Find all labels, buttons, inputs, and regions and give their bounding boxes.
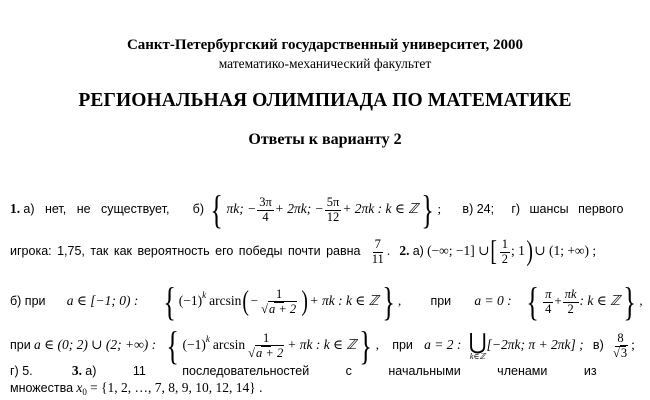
olympiad-title: РЕГИОНАЛЬНАЯ ОЛИМПИАДА ПО МАТЕМАТИКЕ xyxy=(78,90,572,111)
answer-line-1: 1. а) нет, не существует, б) { πk; − $\frac{3\pi}{4}$ + 2πk; − $\frac{5\pi}{12}$ + 2πk : k ∈ ℤ} ; в) 24; г) шансы первого xyxy=(10,187,624,232)
big-union-icon xyxy=(469,331,487,361)
fraction-denominator: 2 xyxy=(567,301,574,316)
fraction-denominator: 4 xyxy=(545,301,552,316)
fraction-numerator: 7 xyxy=(374,237,381,252)
problem-1a-answer: а) нет, не существует, xyxy=(23,201,170,216)
problem-2f-answer: г) 5. xyxy=(10,364,33,378)
fraction-numerator: π xyxy=(545,287,552,302)
exponent: k xyxy=(205,333,210,344)
fraction-pi-4 xyxy=(543,288,553,315)
fraction-denominator: 11 xyxy=(371,251,384,266)
fraction-denominator: √3 xyxy=(612,345,628,360)
left-brace-icon: { xyxy=(166,323,180,368)
right-brace-icon: } xyxy=(623,279,637,324)
problem-3a-continuation: множества xyxy=(10,381,74,395)
exponent: k xyxy=(202,289,207,300)
problem-2b-set-2-tail: : k ∈ ℤ xyxy=(579,292,621,308)
problem-2b-set-1-tail: + πk : k ∈ ℤ xyxy=(309,292,379,308)
answer-line-4: при a ∈ (0; 2) ∪ (2; +∞) : { $(-1)^k$ arcsin $\frac{1}{√a + 2}$ + πk : k ∈ ℤ} , при a = 2 : ⋃ k∈ℤ [−2πk; π + 2πk] ; в) $\frac{8}{√3}$ ; xyxy=(10,323,635,368)
problem-2d-set: [−2πk; π + 2πk] ; xyxy=(486,336,584,352)
union-index: k∈ℤ xyxy=(469,352,486,361)
problem-2d-condition: a = 2 : xyxy=(424,336,462,352)
problem-2b-condition-1: a ∈ [−1; 0) : xyxy=(66,292,139,308)
problem-2b-when: при xyxy=(430,293,452,308)
sqrt-radicand: a + 2 xyxy=(256,345,284,360)
fraction-1-sqrt xyxy=(246,332,286,359)
fraction-5pi-12 xyxy=(325,196,342,223)
problem-1c-answer: в) 24; xyxy=(462,201,495,216)
fraction-numerator: 1 xyxy=(275,287,283,302)
answer-line-3: б) при a ∈ [−1; 0) : { $(-1)^k$ arcsin(− $\frac{1}{√a + 2}$ )+ πk : k ∈ ℤ} , при a = 0 : { $\frac{\pi}{4}$ + $\frac{\pi k}{2}$ : k ∈ ℤ} , xyxy=(10,279,643,324)
faculty-name: математико-механический факультет xyxy=(218,56,432,71)
fraction-denominator: 4 xyxy=(262,209,269,224)
answer-line-5 xyxy=(10,364,597,378)
answer-line-6 xyxy=(10,381,263,397)
problem-3a-set: = {1, 2, …, 7, 8, 9, 10, 12, 14} . xyxy=(90,380,263,395)
fraction-numerator: 1 xyxy=(501,237,509,252)
right-paren-icon: ) xyxy=(301,286,309,317)
problem-3a-answer: а) 11 последовательностей с начальными членами из xyxy=(85,364,597,378)
fraction-numerator: πk xyxy=(564,287,577,302)
fraction-numerator: 5π xyxy=(326,195,340,210)
fraction-3pi-4 xyxy=(257,196,274,223)
problem-3-number: 3. xyxy=(71,363,82,378)
fraction-1-sqrt xyxy=(259,288,299,315)
left-brace-icon: { xyxy=(162,279,176,324)
problem-2c-set-tail: + πk : k ∈ ℤ xyxy=(287,336,357,352)
right-brace-icon: } xyxy=(421,187,435,232)
left-brace-icon: { xyxy=(526,279,539,324)
problem-1d-answer: г) шансы первого xyxy=(511,201,624,216)
problem-2b-label: б) при xyxy=(10,293,46,308)
problem-1b-term-2: + 2πk; − xyxy=(274,200,324,216)
fraction-numerator: 8 xyxy=(617,331,624,346)
fraction-denominator: 2 xyxy=(501,251,509,266)
right-brace-icon: } xyxy=(382,279,395,324)
university-title: Санкт-Петербургский государственный университет, 2000 xyxy=(126,37,524,53)
problem-1d-continuation: игрока: 1,75, так как вероятность его победы почти равна xyxy=(10,243,361,258)
sqrt-radicand: a + 2 xyxy=(268,301,297,316)
fraction-denominator: 12 xyxy=(326,209,340,224)
problem-2a-set-1: (−∞; −1] ∪ xyxy=(427,242,490,258)
fraction-1-2 xyxy=(500,238,510,265)
fraction-8-sqrt3 xyxy=(611,332,630,359)
right-brace-icon: } xyxy=(359,323,373,368)
problem-1b-label: б) xyxy=(192,201,204,216)
problem-2c-label: при xyxy=(10,337,31,352)
x-variable: x xyxy=(76,380,83,395)
fraction-denominator: √a + 2 xyxy=(261,301,297,316)
fraction-7-11 xyxy=(370,238,386,265)
problem-1b-term-3: + 2πk : k ∈ ℤ xyxy=(342,200,419,216)
problem-2e-label: в) xyxy=(592,337,604,352)
problem-1b-term-1: πk; − xyxy=(226,200,257,216)
problem-2e-tail: ; xyxy=(631,336,635,352)
sign-factor: (−1) xyxy=(182,336,206,352)
problem-2-number: 2. xyxy=(399,242,410,258)
left-paren-icon: ( xyxy=(242,286,250,317)
arcsin-label: arcsin xyxy=(209,292,242,308)
problem-2d-when: при xyxy=(392,337,413,352)
right-paren-icon: ) xyxy=(526,236,533,267)
left-brace-icon: { xyxy=(210,187,224,232)
problem-2a-set-2: ; 1 xyxy=(511,242,525,258)
arcsin-label: arcsin xyxy=(212,336,246,352)
union-symbol: ⋃ xyxy=(468,329,487,354)
fraction-denominator: √a + 2 xyxy=(248,345,284,360)
sqrt-radicand: 3 xyxy=(620,345,628,360)
problem-2c-condition: a ∈ (0; 2) ∪ (2; +∞) : xyxy=(33,336,157,352)
problem-1-number: 1. xyxy=(10,200,21,216)
variant-heading: Ответы к варианту 2 xyxy=(248,131,402,148)
sign-factor: (−1) xyxy=(178,292,203,308)
problem-2a-label: а) xyxy=(412,243,424,258)
fraction-pik-2 xyxy=(563,288,579,315)
problem-2a-set-3: ∪ (1; +∞) ; xyxy=(534,242,597,258)
fraction-numerator: 1 xyxy=(263,331,270,346)
left-bracket-icon: [ xyxy=(490,236,498,267)
answer-line-2: игрока: 1,75, так как вероятность его победы почти равна $\frac{7}{11}$ . 2. а) (−∞; −1] ∪[ $\frac{1}{2}$ ; 1)∪ (1; +∞) ; xyxy=(10,236,597,267)
problem-2b-condition-2: a = 0 : xyxy=(474,292,512,308)
fraction-numerator: 3π xyxy=(259,195,272,210)
x-subscript: 0 xyxy=(82,387,87,397)
